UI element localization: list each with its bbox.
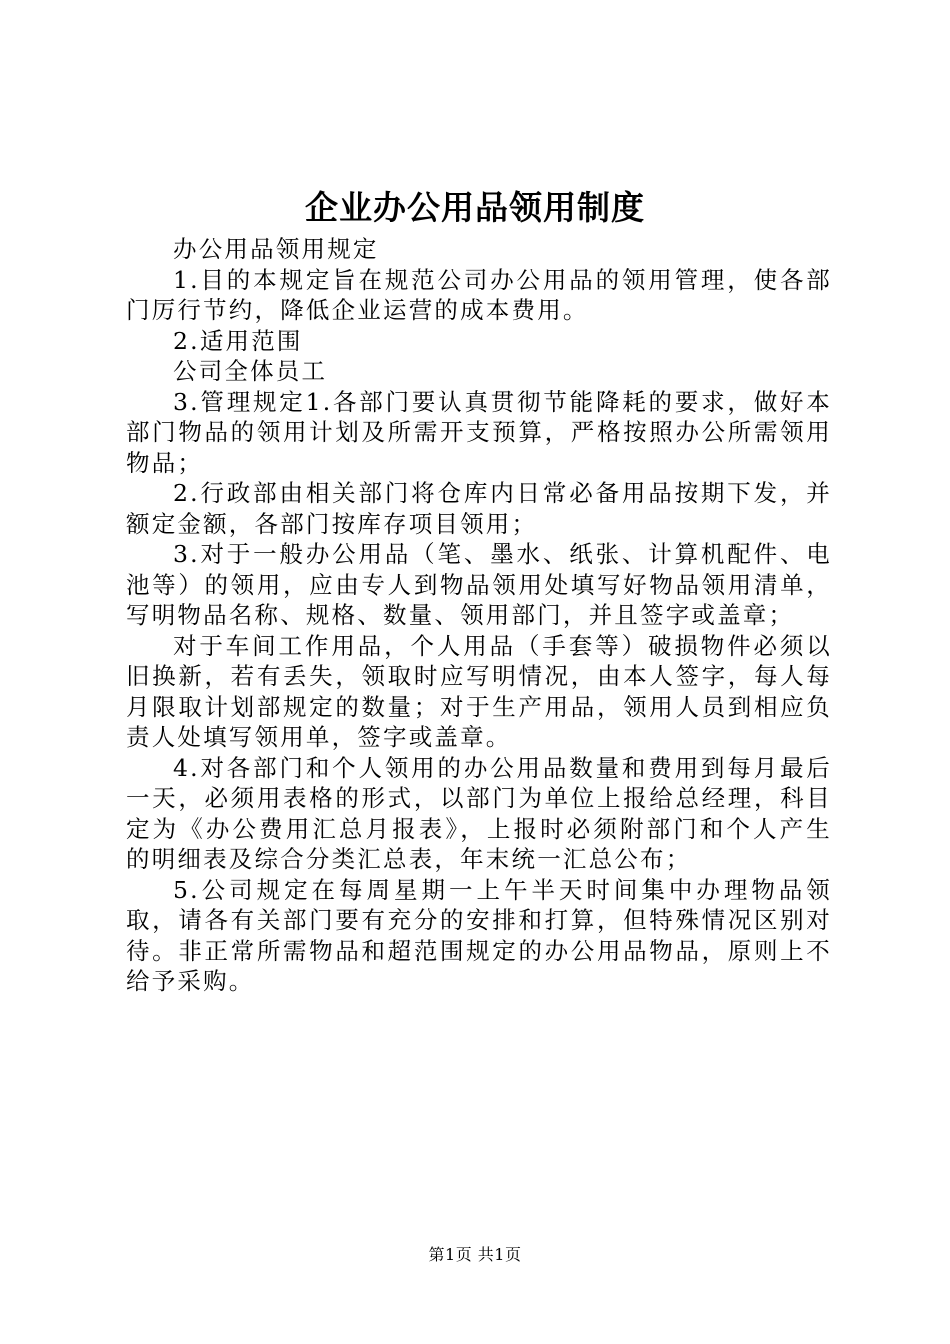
paragraph-scope: 公司全体员工 — [173, 357, 328, 385]
paragraph-workshop: 对于车间工作用品，个人用品（手套等）破损物件必须以旧换新，若有丢失，领取时应写明情况，由本人签字，每人每月限取计划部规定的数量；对于生产用品，领用人员到相应负责人处填写领用单，签字或盖章。 — [126, 631, 832, 751]
paragraph-rule-1: 3.管理规定1.各部门要认真贯彻节能降耗的要求，做好本部门物品的领用计划及所需开支预算，严格按照办公所需领用物品； — [126, 387, 832, 477]
paragraph-rule-3: 3.对于一般办公用品（笔、墨水、纸张、计算机配件、电池等）的领用，应由专人到物品领用处填写好物品领用清单，写明物品名称、规格、数量、领用部门，并且签字或盖章； — [126, 540, 832, 629]
paragraph-heading: 办公用品领用规定 — [173, 235, 379, 263]
document-body — [126, 234, 832, 997]
document-title: 企业办公用品领用制度 — [305, 188, 645, 227]
paragraph-scope-heading: 2.适用范围 — [173, 326, 303, 355]
paragraph-rule-5: 5.公司规定在每周星期一上午半天时间集中办理物品领取，请各有关部门要有充分的安排和打算，但特殊情况区别对待。非正常所需物品和超范围规定的办公用品物品，原则上不给予采购。 — [126, 875, 832, 995]
paragraph-rule-4: 4.对各部门和个人领用的办公用品数量和费用到每月最后一天，必须用表格的形式，以部门为单位上报给总经理，科目定为《办公费用汇总月报表》，上报时必须附部门和个人产生的明细表及综合分类汇总表，年末统一汇总公布； — [126, 753, 832, 873]
paragraph-rule-2: 2.行政部由相关部门将仓库内日常必备用品按期下发，并额定金额，各部门按库存项目领用； — [126, 479, 832, 538]
page-footer: 第1页 共1页 — [428, 1245, 522, 1264]
paragraph-purpose: 1.目的本规定旨在规范公司办公用品的领用管理，使各部门厉行节约，降低企业运营的成本费用。 — [126, 265, 832, 324]
